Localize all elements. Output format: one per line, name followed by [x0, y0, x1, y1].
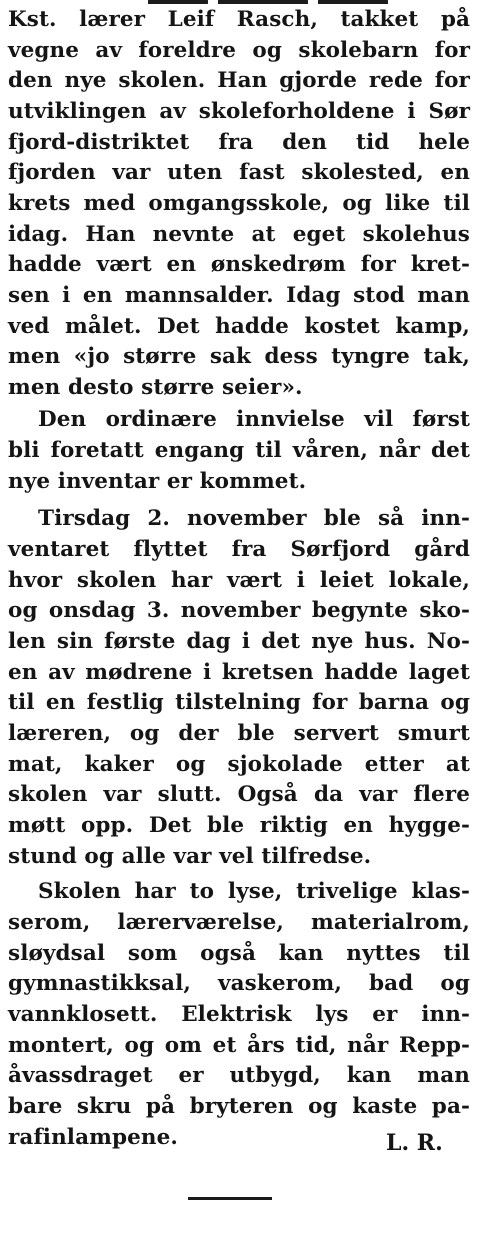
text-line: en av mødrene i kretsen hadde laget [8, 660, 470, 685]
text-line: ventaret flyttet fra Sørfjord gård [8, 537, 470, 562]
text-line: nye inventar er kommet. [8, 469, 307, 494]
text-line: læreren, og der ble servert smurt [8, 721, 470, 746]
text-line: ved målet. Det hadde kostet kamp, [8, 314, 470, 339]
text-line: og onsdag 3. november begynte sko- [8, 598, 470, 623]
text-line: men «jo større sak dess tyngre tak, [8, 344, 470, 369]
text-line: Den ordinære innvielse vil først [38, 407, 470, 432]
text-line: sen i en mannsalder. Idag stod man [8, 283, 470, 308]
text-line: rafinlampene. [8, 1125, 178, 1150]
text-line: fjorden var uten fast skolested, en [8, 160, 470, 185]
text-line: til en festlig tilstelning for barna og [8, 690, 470, 715]
text-line: den nye skolen. Han gjorde rede for [8, 68, 470, 93]
article-column [8, 0, 470, 1241]
text-line: gymnastikksal, vaskerom, bad og [8, 971, 470, 996]
text-line: stund og alle var vel tilfredse. [8, 844, 372, 869]
text-line: åvassdraget er utbygd, kan man [8, 1063, 470, 1088]
text-line: bli foretatt engang til våren, når det [8, 438, 470, 463]
text-line: Skolen har to lyse, trivelige klas- [38, 879, 470, 904]
text-line: bare skru på bryteren og kaste pa- [8, 1094, 470, 1119]
text-line: sløydsal som også kan nyttes til [8, 941, 470, 966]
text-line: møtt opp. Det ble riktig en hygge- [8, 813, 470, 838]
text-line: Tirsdag 2. november ble så inn- [38, 506, 470, 531]
text-line: serom, lærerværelse, materialrom, [8, 910, 470, 935]
end-rule-divider [188, 1197, 272, 1200]
text-line: mat, kaker og sjokolade etter at [8, 752, 470, 777]
text-line: utviklingen av skoleforholdene i Sør [8, 99, 470, 124]
text-line: Kst. lærer Leif Rasch, takket på [8, 7, 470, 32]
text-line: fjord-distriktet fra den tid hele [8, 130, 470, 155]
text-line: vegne av foreldre og skolebarn for [8, 38, 470, 63]
text-line: hadde vært en ønskedrøm for kret- [8, 252, 470, 277]
text-line: vannklosett. Elektrisk lys er inn- [8, 1002, 470, 1027]
text-line: men desto større seier». [8, 375, 303, 400]
text-line: montert, og om et års tid, når Repp- [8, 1033, 470, 1058]
text-line: len sin første dag i det nye hus. No- [8, 629, 470, 654]
text-line: skolen var slutt. Også da var flere [8, 782, 470, 807]
text-line: hvor skolen har vært i leiet lokale, [8, 568, 470, 593]
text-line: idag. Han nevnte at eget skolehus [8, 222, 470, 247]
author-signature: L. R. [386, 1130, 443, 1156]
text-line: krets med omgangsskole, og like til [8, 191, 470, 216]
